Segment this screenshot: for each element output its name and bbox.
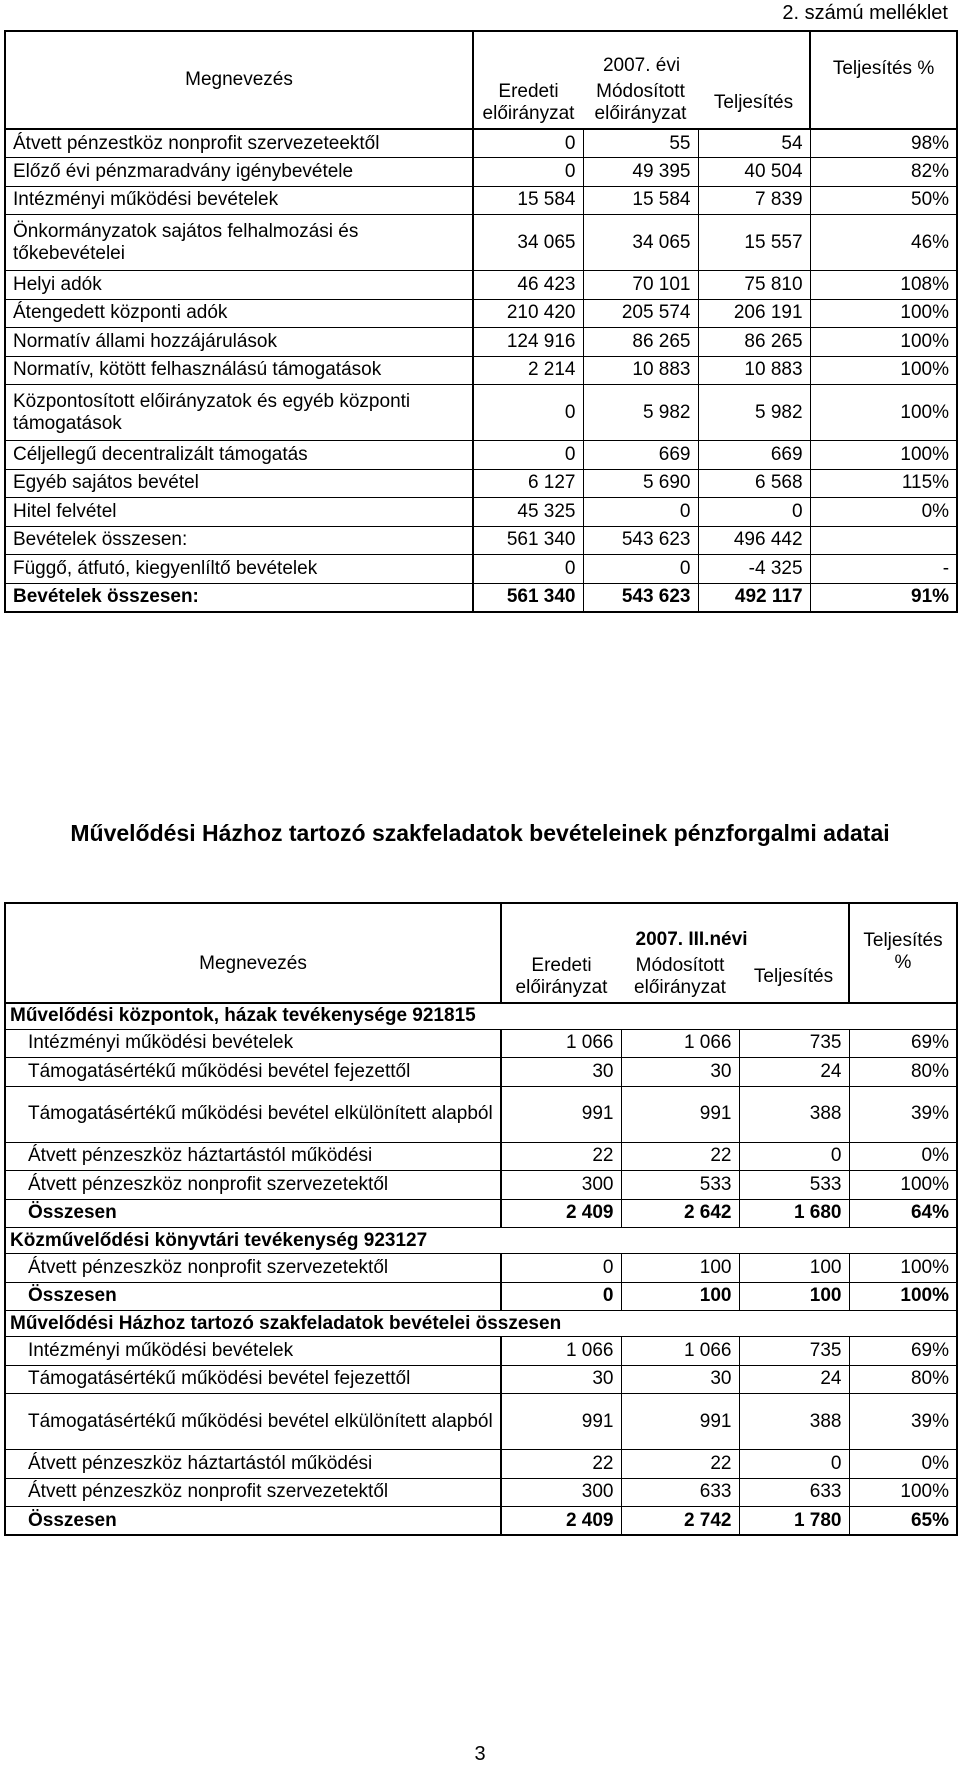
actual-value: 533 bbox=[739, 1171, 849, 1200]
percent-value: 80% bbox=[849, 1365, 957, 1394]
table-row bbox=[5, 1086, 957, 1142]
header-pct: Teljesítés % bbox=[849, 903, 957, 1003]
original-value: 561 340 bbox=[473, 526, 583, 555]
modified-value: 2 642 bbox=[621, 1199, 739, 1228]
modified-value: 0 bbox=[583, 498, 698, 527]
percent-value: 65% bbox=[849, 1507, 957, 1536]
original-value: 6 127 bbox=[473, 469, 583, 498]
modified-value: 543 623 bbox=[583, 583, 698, 612]
percent-value: 100% bbox=[849, 1254, 957, 1283]
section-heading: Művelődési Házhoz tartozó szakfeladatok bevételei összesen bbox=[5, 1311, 957, 1337]
modified-value: 10 883 bbox=[583, 356, 698, 385]
original-value: 991 bbox=[501, 1394, 621, 1450]
percent-value: 100% bbox=[810, 356, 957, 385]
table-row bbox=[5, 526, 957, 555]
modified-value: 100 bbox=[621, 1282, 739, 1311]
total-row bbox=[5, 1199, 957, 1228]
row-label: Központosított előirányzatok és egyéb központi támogatások bbox=[5, 385, 473, 441]
percent-value: 100% bbox=[810, 299, 957, 328]
row-label: Önkormányzatok sajátos felhalmozási és tőkebevételei bbox=[5, 215, 473, 271]
section-header-row bbox=[5, 1003, 957, 1029]
actual-value: 735 bbox=[739, 1029, 849, 1058]
row-label: Bevételek összesen: bbox=[5, 526, 473, 555]
row-label: Függő, átfutó, kiegyenlíltő bevételek bbox=[5, 555, 473, 584]
actual-value: 6 568 bbox=[698, 469, 810, 498]
percent-value: 46% bbox=[810, 215, 957, 271]
actual-value: 100 bbox=[739, 1282, 849, 1311]
modified-value: 70 101 bbox=[583, 271, 698, 300]
percent-value: 100% bbox=[849, 1282, 957, 1311]
percent-value: 80% bbox=[849, 1058, 957, 1087]
actual-value: -4 325 bbox=[698, 555, 810, 584]
actual-value: 388 bbox=[739, 1394, 849, 1450]
percent-value: 39% bbox=[849, 1394, 957, 1450]
original-value: 34 065 bbox=[473, 215, 583, 271]
table-row bbox=[5, 498, 957, 527]
header-period: 2007. évi bbox=[473, 31, 810, 77]
modified-value: 2 742 bbox=[621, 1507, 739, 1536]
percent-value: 82% bbox=[810, 158, 957, 187]
table-row bbox=[5, 1450, 957, 1479]
percent-value: 0% bbox=[810, 498, 957, 527]
modified-value: 5 690 bbox=[583, 469, 698, 498]
modified-value: 1 066 bbox=[621, 1337, 739, 1366]
row-label: Támogatásértékű működési bevétel fejezettől bbox=[5, 1058, 501, 1087]
section-header-row bbox=[5, 1311, 957, 1337]
row-label: Normatív, kötött felhasználású támogatások bbox=[5, 356, 473, 385]
actual-value: 735 bbox=[739, 1337, 849, 1366]
original-value: 46 423 bbox=[473, 271, 583, 300]
percent-value: 69% bbox=[849, 1029, 957, 1058]
modified-value: 22 bbox=[621, 1142, 739, 1171]
percent-value: 50% bbox=[810, 186, 957, 215]
modified-value: 100 bbox=[621, 1254, 739, 1283]
actual-value: 669 bbox=[698, 441, 810, 470]
original-value: 300 bbox=[501, 1171, 621, 1200]
modified-value: 86 265 bbox=[583, 328, 698, 357]
row-label: Hitel felvétel bbox=[5, 498, 473, 527]
modified-value: 5 982 bbox=[583, 385, 698, 441]
header-original: Eredeti előirányzat bbox=[482, 80, 575, 124]
actual-value: 633 bbox=[739, 1478, 849, 1507]
row-label: Átvett pénzeszköz nonprofit szervezetektől bbox=[5, 1478, 501, 1507]
row-label: Támogatásértékű működési bevétel fejezettől bbox=[5, 1365, 501, 1394]
percent-value: 100% bbox=[810, 441, 957, 470]
total-label: Összesen bbox=[5, 1507, 501, 1536]
actual-value: 0 bbox=[739, 1450, 849, 1479]
table-row bbox=[5, 1337, 957, 1366]
actual-value: 388 bbox=[739, 1086, 849, 1142]
actual-value: 7 839 bbox=[698, 186, 810, 215]
table-row bbox=[5, 441, 957, 470]
original-value: 0 bbox=[473, 158, 583, 187]
original-value: 1 066 bbox=[501, 1337, 621, 1366]
actual-value: 1 680 bbox=[739, 1199, 849, 1228]
modified-value: 30 bbox=[621, 1058, 739, 1087]
actual-value: 40 504 bbox=[698, 158, 810, 187]
original-value: 2 409 bbox=[501, 1507, 621, 1536]
original-value: 0 bbox=[473, 555, 583, 584]
actual-value: 492 117 bbox=[698, 583, 810, 612]
row-label: Átvett pénzeszköz nonprofit szervezetektől bbox=[5, 1171, 501, 1200]
original-value: 2 409 bbox=[501, 1199, 621, 1228]
actual-value: 496 442 bbox=[698, 526, 810, 555]
total-row bbox=[5, 1282, 957, 1311]
original-value: 0 bbox=[473, 441, 583, 470]
modified-value: 1 066 bbox=[621, 1029, 739, 1058]
header-name: Megnevezés bbox=[5, 31, 473, 129]
modified-value: 633 bbox=[621, 1478, 739, 1507]
actual-value: 10 883 bbox=[698, 356, 810, 385]
row-label: Helyi adók bbox=[5, 271, 473, 300]
table-row bbox=[5, 271, 957, 300]
percent-value: 100% bbox=[810, 385, 957, 441]
table-row bbox=[5, 1478, 957, 1507]
original-value: 15 584 bbox=[473, 186, 583, 215]
table-row bbox=[5, 158, 957, 187]
percent-value: 64% bbox=[849, 1199, 957, 1228]
percent-value: 91% bbox=[810, 583, 957, 612]
original-value: 0 bbox=[473, 129, 583, 158]
original-value: 1 066 bbox=[501, 1029, 621, 1058]
actual-value: 86 265 bbox=[698, 328, 810, 357]
actual-value: 15 557 bbox=[698, 215, 810, 271]
table-row bbox=[5, 1394, 957, 1450]
modified-value: 22 bbox=[621, 1450, 739, 1479]
row-label: Átvett pénzeszköz háztartástól működési bbox=[5, 1142, 501, 1171]
section-header-row bbox=[5, 1228, 957, 1254]
table-row bbox=[5, 186, 957, 215]
modified-value: 34 065 bbox=[583, 215, 698, 271]
original-value: 300 bbox=[501, 1478, 621, 1507]
actual-value: 24 bbox=[739, 1365, 849, 1394]
modified-value: 991 bbox=[621, 1394, 739, 1450]
modified-value: 991 bbox=[621, 1086, 739, 1142]
row-label: Átengedett központi adók bbox=[5, 299, 473, 328]
row-label: Normatív állami hozzájárulások bbox=[5, 328, 473, 357]
percent-value: 100% bbox=[849, 1171, 957, 1200]
table-row bbox=[5, 328, 957, 357]
header-pct: Teljesítés % bbox=[810, 31, 957, 129]
original-value: 0 bbox=[501, 1282, 621, 1311]
actual-value: 0 bbox=[698, 498, 810, 527]
row-label: Egyéb sajátos bevétel bbox=[5, 469, 473, 498]
row-label: Előző évi pénzmaradvány igénybevétele bbox=[5, 158, 473, 187]
original-value: 30 bbox=[501, 1365, 621, 1394]
actual-value: 5 982 bbox=[698, 385, 810, 441]
table-row bbox=[5, 129, 957, 158]
total-label: Összesen bbox=[5, 1199, 501, 1228]
percent-value: 100% bbox=[849, 1478, 957, 1507]
percent-value: 0% bbox=[849, 1142, 957, 1171]
modified-value: 543 623 bbox=[583, 526, 698, 555]
header-original: Eredeti előirányzat bbox=[515, 954, 608, 998]
actual-value: 54 bbox=[698, 129, 810, 158]
header-actual: Teljesítés bbox=[753, 965, 834, 987]
row-label: Bevételek összesen: bbox=[5, 583, 473, 612]
modified-value: 0 bbox=[583, 555, 698, 584]
table-row bbox=[5, 385, 957, 441]
header-actual: Teljesítés bbox=[713, 91, 794, 113]
total-label: Összesen bbox=[5, 1282, 501, 1311]
row-label: Céljellegű decentralizált támogatás bbox=[5, 441, 473, 470]
percent-value bbox=[810, 526, 957, 555]
annex-label: 2. számú melléklet bbox=[782, 2, 948, 24]
original-value: 991 bbox=[501, 1086, 621, 1142]
original-value: 22 bbox=[501, 1142, 621, 1171]
percent-value: 100% bbox=[810, 328, 957, 357]
row-label: Támogatásértékű működési bevétel elkülönített alapból bbox=[5, 1394, 501, 1450]
table-row bbox=[5, 1029, 957, 1058]
modified-value: 30 bbox=[621, 1365, 739, 1394]
table-row bbox=[5, 583, 957, 612]
original-value: 124 916 bbox=[473, 328, 583, 357]
table-row bbox=[5, 1365, 957, 1394]
cultural-house-table bbox=[4, 902, 958, 1536]
actual-value: 206 191 bbox=[698, 299, 810, 328]
revenue-table bbox=[4, 30, 958, 613]
modified-value: 533 bbox=[621, 1171, 739, 1200]
table-row bbox=[5, 356, 957, 385]
original-value: 45 325 bbox=[473, 498, 583, 527]
row-label: Intézményi működési bevételek bbox=[5, 1337, 501, 1366]
table-row bbox=[5, 1171, 957, 1200]
modified-value: 15 584 bbox=[583, 186, 698, 215]
modified-value: 49 395 bbox=[583, 158, 698, 187]
actual-value: 100 bbox=[739, 1254, 849, 1283]
row-label: Intézményi működési bevételek bbox=[5, 1029, 501, 1058]
original-value: 22 bbox=[501, 1450, 621, 1479]
original-value: 0 bbox=[501, 1254, 621, 1283]
header-modified: Módosított előirányzat bbox=[594, 80, 687, 124]
table-row bbox=[5, 1058, 957, 1087]
percent-value: 0% bbox=[849, 1450, 957, 1479]
total-row bbox=[5, 1507, 957, 1536]
original-value: 561 340 bbox=[473, 583, 583, 612]
table-row bbox=[5, 215, 957, 271]
original-value: 0 bbox=[473, 385, 583, 441]
actual-value: 24 bbox=[739, 1058, 849, 1087]
actual-value: 75 810 bbox=[698, 271, 810, 300]
percent-value: 115% bbox=[810, 469, 957, 498]
section-heading: Közművelődési könyvtári tevékenység 923127 bbox=[5, 1228, 957, 1254]
section-title: Művelődési Házhoz tartozó szakfeladatok bevételeinek pénzforgalmi adatai bbox=[70, 820, 890, 846]
row-label: Átvett pénzeszköz nonprofit szervezetektől bbox=[5, 1254, 501, 1283]
modified-value: 669 bbox=[583, 441, 698, 470]
percent-value: 98% bbox=[810, 129, 957, 158]
percent-value: 69% bbox=[849, 1337, 957, 1366]
section-heading: Művelődési központok, házak tevékenysége 921815 bbox=[5, 1003, 957, 1029]
header-name: Megnevezés bbox=[5, 903, 501, 1003]
modified-value: 205 574 bbox=[583, 299, 698, 328]
row-label: Támogatásértékű működési bevétel elkülönített alapból bbox=[5, 1086, 501, 1142]
original-value: 2 214 bbox=[473, 356, 583, 385]
actual-value: 0 bbox=[739, 1142, 849, 1171]
table-row bbox=[5, 1142, 957, 1171]
page-number: 3 bbox=[474, 1743, 486, 1765]
original-value: 210 420 bbox=[473, 299, 583, 328]
header-period: 2007. III.névi bbox=[501, 903, 849, 951]
original-value: 30 bbox=[501, 1058, 621, 1087]
percent-value: 108% bbox=[810, 271, 957, 300]
modified-value: 55 bbox=[583, 129, 698, 158]
table-row bbox=[5, 469, 957, 498]
table-row bbox=[5, 1254, 957, 1283]
percent-value: - bbox=[810, 555, 957, 584]
row-label: Átvett pénzestköz nonprofit szervezeteektől bbox=[5, 129, 473, 158]
table-row bbox=[5, 555, 957, 584]
row-label: Intézményi működési bevételek bbox=[5, 186, 473, 215]
header-modified: Módosított előirányzat bbox=[634, 954, 726, 998]
row-label: Átvett pénzeszköz háztartástól működési bbox=[5, 1450, 501, 1479]
percent-value: 39% bbox=[849, 1086, 957, 1142]
table-row bbox=[5, 299, 957, 328]
actual-value: 1 780 bbox=[739, 1507, 849, 1536]
